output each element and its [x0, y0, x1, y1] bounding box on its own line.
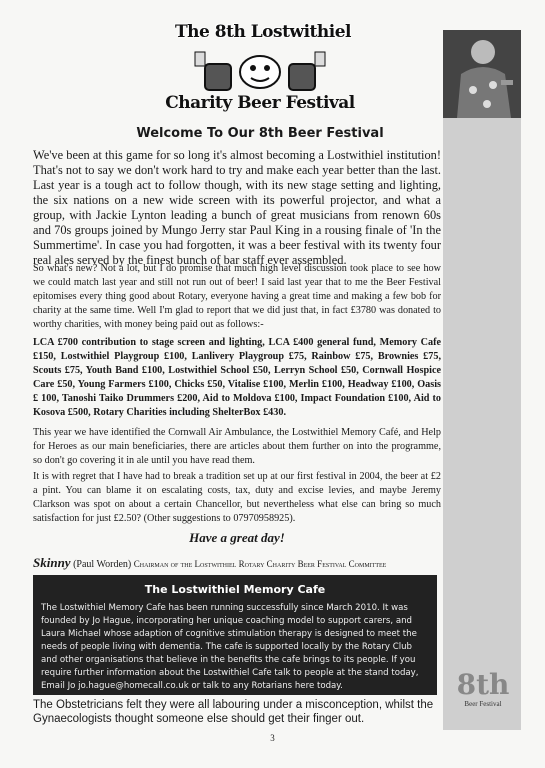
- signature: [33, 555, 441, 571]
- festival-badge-number: 8th: [456, 668, 510, 701]
- festival-logo: [185, 42, 335, 99]
- logo-title-top: The 8th Lostwithiel: [175, 22, 351, 42]
- donations-paragraph: LCA £700 contribution to stage screen and lighting, LCA £400 general fund, Memory Cafe £150, Lostwithiel Playgroup £100, Lanlivery Playgroup £75, Rainbow £75, Brownies £75, Scouts £75, Youth Band £100, Lostwithiel School £50, Lerryn School £50, Cornwall Hospice Care £50, Young Farmers £100, Chicks £50, Vitalise £100, Merlin £100, Headway £100, Oasis £ 100, Tanoshi Taiko Drummers £200, Aid to Moldova £100, Impact Foundation £100, Aid to Kosova £500, Rotary Charities including ShelterBox £430.: [33, 337, 441, 418]
- closing-joke: The Obstetricians felt they were all labouring under a misconception, whilst the Gynaecologists thought someone else should get their finger out.: [33, 699, 434, 725]
- beneficiaries-paragraph: This year we have identified the Cornwall Air Ambulance, the Lostwithiel Memory Café, and Help for Heroes as our main beneficiaries, there are articles about them further on into the programme, so don't go covering it in ale until you have read them.: [33, 427, 441, 466]
- closing-line: Have a great day!: [189, 530, 285, 545]
- memory-cafe-box: [33, 575, 437, 695]
- whats-new-paragraph: So what's new? Not a lot, but I do promise that much high level discussion took place to see how we could match last year and still not run out of beer! I said last year that to me the Beer Festival epitomises every thing good about Rotary, everyone having a great time and making a few bob for charity at the same time. Well I'm glad to report that we did just that, in fact £3780 was donated to worthy charities, with money being paid out as follows:-: [33, 263, 441, 330]
- signature-name: Skinny: [33, 555, 71, 570]
- page-title: Welcome To Our 8th Beer Festival: [136, 126, 384, 141]
- intro-paragraph: We've been at this game for so long it's almost becoming a Lostwithiel institution! That's not to say we don't work hard to try and make each year better than the last. Last year is a tough act to follow though, with its new stage setting and lighting, the six nations on a new wide screen with its powerful projector, and what a group, with Jackie Lynton leading a bunch of great musicians from renown 60s and 70s groups joined by Mungo Jerry star Paul King in a rousing finale of 'In the Summertime'. In case you had forgotten, it was a beer festival with its twenty four real ales served by the finest bunch of bar staff ever assembled.: [33, 148, 441, 267]
- signature-role: Chairman of the Lostwithiel Rotary Charity Beer Festival Committee: [133, 559, 387, 569]
- memory-cafe-title: The Lostwithiel Memory Cafe: [144, 583, 326, 596]
- price-paragraph: It is with regret that I have had to break a tradition set up at our first festival in 2004, the beer at £2 a pint. You can blame it on escalating costs, tax, duty and excise levies, and maybe Jeremy Clarkson was spot on about a certain Chancellor, but nevertheless what else can bring so much satisfaction for just £2.50? (Other suggestions to 07970958925).: [33, 471, 441, 524]
- festival-badge-label: Beer Festival: [464, 700, 502, 708]
- chairman-photo: [443, 30, 521, 118]
- memory-cafe-text: The Lostwithiel Memory Cafe has been running successfully since March 2010. It was founded by Jo Hague, incorporating her unique coaching model to support carers, and Laura Michael whose adaption of cognitive stimulation therapy is designed to meet the needs of people living with dementia. The cafe is supported locally by the Rotary Club and other organisations that believe in the benefits the cafe brings to its people. If you require further information about the Lostwithiel Cafe talk to people at the stand today, Email Jo jo.hague@homecall.co.uk or talk to any Rotarians here today.: [41, 603, 419, 691]
- sidebar-panel: [443, 30, 521, 730]
- page-number: 3: [270, 733, 275, 743]
- logo-title-bottom: Charity Beer Festival: [165, 93, 355, 113]
- signature-real-name: (Paul Worden): [73, 559, 132, 570]
